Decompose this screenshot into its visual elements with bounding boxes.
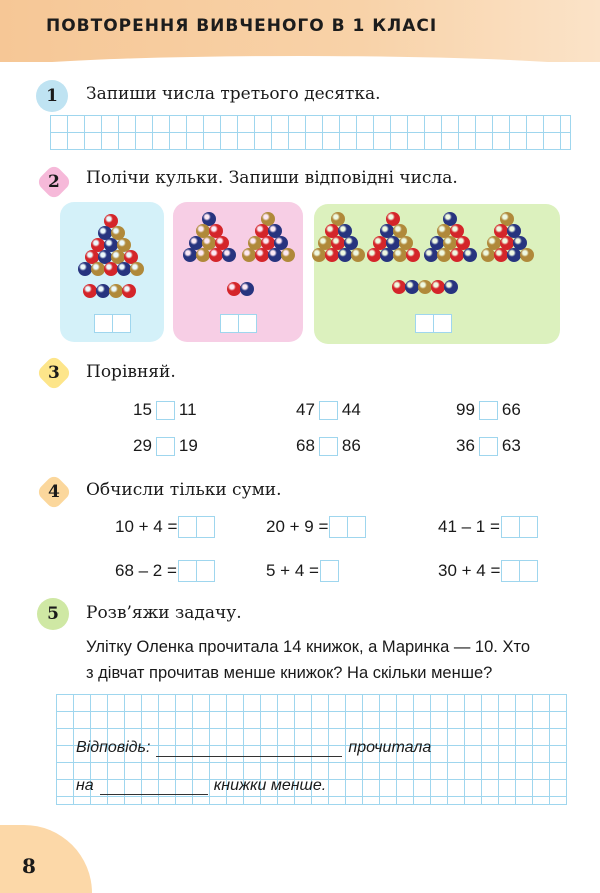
expression [266, 560, 339, 582]
page-number: 8 [22, 854, 36, 878]
ball [240, 282, 254, 296]
ball [104, 262, 118, 276]
compare-left: 99 [456, 400, 475, 419]
expression [115, 516, 215, 538]
expression-text: 30 + 4 = [438, 561, 501, 580]
page-corner-decoration [0, 825, 92, 893]
compare-right: 19 [178, 436, 198, 455]
expression-answer-cells[interactable] [502, 516, 538, 538]
task-2-title: Полічи кульки. Запиши відповідні числа. [86, 168, 458, 188]
compare-box[interactable] [156, 437, 175, 456]
task-5-title: Розв’яжи задачу. [86, 603, 242, 623]
page-title: ПОВТОРЕННЯ ВИВЧЕНОГО В 1 КЛАСІ [46, 16, 438, 36]
ball [481, 248, 495, 262]
compare-item[interactable] [133, 400, 197, 420]
expression-text: 68 – 2 = [115, 561, 177, 580]
panel-pink-answer[interactable] [221, 314, 257, 333]
ball [281, 248, 295, 262]
expression [438, 516, 538, 538]
problem-line-2: з дівчат прочитав менше книжок? На скільки менше? [86, 664, 493, 682]
task-1-badge [36, 80, 68, 112]
ball [418, 280, 432, 294]
ball [405, 280, 419, 294]
ball [268, 248, 282, 262]
expression-answer-cells[interactable] [502, 560, 538, 582]
ball [117, 262, 131, 276]
expression-text: 41 – 1 = [438, 517, 500, 536]
ball [393, 248, 407, 262]
answer-name-blank[interactable] [156, 738, 342, 757]
compare-box[interactable] [319, 437, 338, 456]
expression [438, 560, 538, 582]
task-1-title: Запиши числа третього десятка. [86, 84, 381, 104]
ball [444, 280, 458, 294]
expression-answer-cells[interactable] [330, 516, 366, 538]
task-4-badge [36, 474, 73, 511]
ball [406, 248, 420, 262]
ball [431, 280, 445, 294]
problem-text [86, 634, 586, 686]
compare-left: 29 [133, 436, 152, 455]
ball [351, 248, 365, 262]
compare-box[interactable] [479, 437, 498, 456]
compare-left: 47 [296, 400, 315, 419]
ball [255, 248, 269, 262]
ball [222, 248, 236, 262]
task-1-grid[interactable] [50, 115, 571, 150]
ball [242, 248, 256, 262]
task-5-number: 5 [47, 604, 59, 624]
compare-item[interactable] [296, 436, 361, 456]
expression [115, 560, 215, 582]
ball [463, 248, 477, 262]
expression-text: 10 + 4 = [115, 517, 178, 536]
ball [424, 248, 438, 262]
ball [507, 248, 521, 262]
ball [338, 248, 352, 262]
ball [122, 284, 136, 298]
ball [367, 248, 381, 262]
expression-answer-cells[interactable] [179, 516, 215, 538]
answer-line-1 [76, 738, 431, 757]
task-2-number: 2 [48, 172, 60, 192]
compare-left: 15 [133, 400, 152, 419]
ball [392, 280, 406, 294]
ball [312, 248, 326, 262]
ball [183, 248, 197, 262]
ball [380, 248, 394, 262]
ball [196, 248, 210, 262]
ball [96, 284, 110, 298]
ball [227, 282, 241, 296]
ball [325, 248, 339, 262]
ball [494, 248, 508, 262]
expression-answer-cells[interactable] [321, 560, 339, 582]
compare-right: 44 [341, 400, 361, 419]
page-header [0, 0, 600, 62]
ball [91, 262, 105, 276]
compare-box[interactable] [479, 401, 498, 420]
ball [130, 262, 144, 276]
compare-left: 68 [296, 436, 315, 455]
answer-line-2 [76, 776, 326, 795]
compare-right: 86 [341, 436, 361, 455]
compare-right: 66 [501, 400, 521, 419]
task-2-badge [36, 164, 73, 201]
task-5-badge [37, 598, 69, 630]
ball [450, 248, 464, 262]
ball [83, 284, 97, 298]
answer-books-less: книжки менше. [213, 777, 327, 794]
compare-box[interactable] [156, 401, 175, 420]
task-3-title: Порівняй. [86, 362, 176, 382]
compare-right: 11 [178, 400, 197, 419]
compare-item[interactable] [296, 400, 361, 420]
panel-green-answer[interactable] [416, 314, 452, 333]
compare-box[interactable] [319, 401, 338, 420]
ball [78, 262, 92, 276]
task-3-badge [36, 355, 73, 392]
ball [209, 248, 223, 262]
answer-number-blank[interactable] [100, 776, 208, 795]
ball [520, 248, 534, 262]
compare-right: 63 [501, 436, 521, 455]
compare-item[interactable] [456, 400, 521, 420]
compare-left: 36 [456, 436, 475, 455]
answer-read: прочитала [348, 739, 432, 756]
expression-text: 5 + 4 = [266, 561, 319, 580]
task-4-title: Обчисли тільки суми. [86, 480, 282, 500]
task-4-number: 4 [48, 482, 60, 502]
answer-label: Відповідь: [76, 739, 151, 756]
compare-item[interactable] [133, 436, 198, 456]
problem-line-1: Улітку Оленка прочитала 14 книжок, а Маринка — 10. Хто [86, 638, 531, 656]
ball [109, 284, 123, 298]
compare-item[interactable] [456, 436, 521, 456]
task-1-number: 1 [46, 86, 58, 106]
expression-text: 20 + 9 = [266, 517, 329, 536]
answer-on: на [76, 777, 94, 794]
ball [437, 248, 451, 262]
expression-answer-cells[interactable] [179, 560, 215, 582]
task-3-number: 3 [48, 363, 60, 383]
expression [266, 516, 366, 538]
panel-blue-answer[interactable] [95, 314, 131, 333]
